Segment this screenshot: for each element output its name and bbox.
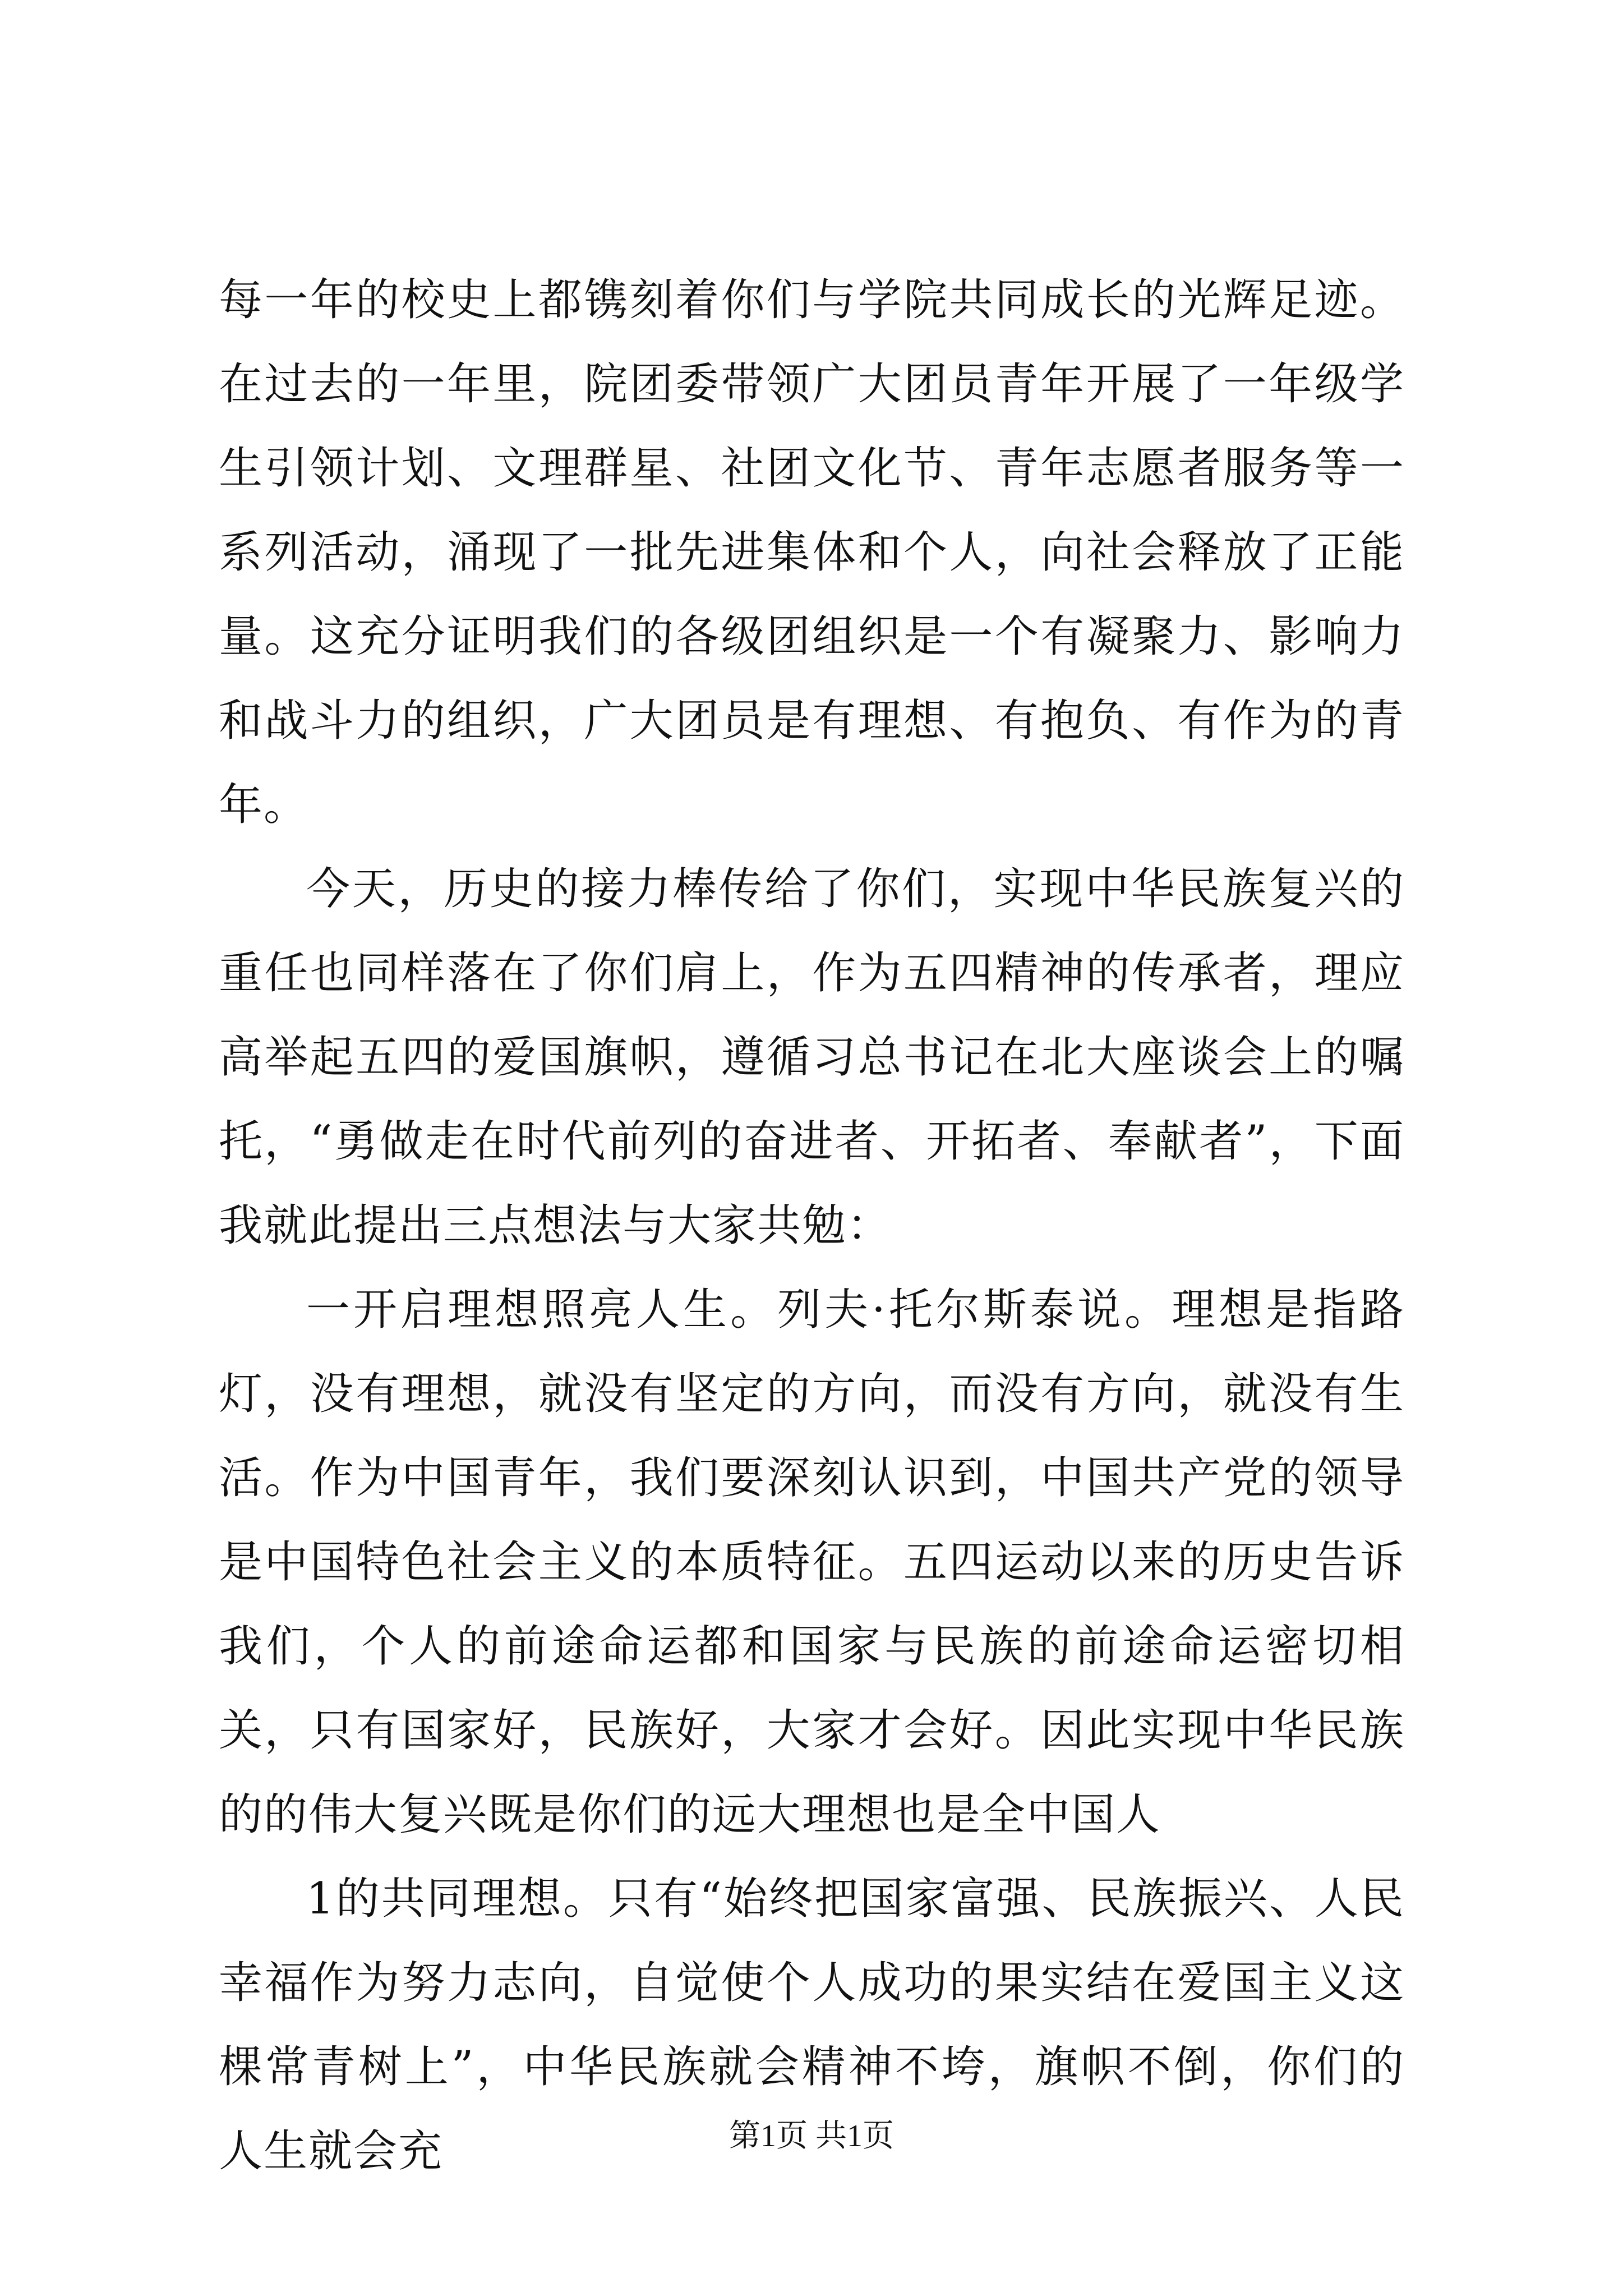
paragraph-2: 今天，历史的接力棒传给了你们，实现中华民族复兴的重任也同样落在了你们肩上，作为五四精神的传承者，理应高举起五四的爱国旗帜，遵循习总书记在北大座谈会上的嘱托，“勇做走在时代前列的奋进者、开拓者、奉献者”，下面我就此提出三点想法与大家共勉： bbox=[219, 864, 1405, 1251]
paragraph-4: 1的共同理想。只有“始终把国家富强、民族振兴、人民幸福作为努力志向，自觉使个人成功的果实结在爱国主义这棵常青树上”，中华民族就会精神不垮，旗帜不倒，你们的人生就会充 bbox=[219, 1874, 1405, 2177]
paragraph-3: 一开启理想照亮人生。列夫·托尔斯泰说。理想是指路灯，没有理想，就没有坚定的方向，而没有方向，就没有生活。作为中国青年，我们要深刻认识到，中国共产党的领导是中国特色社会主义的本质特征。五四运动以来的历史告诉我们，个人的前途命运都和国家与民族的前途命运密切相关，只有国家好，民族好，大家才会好。因此实现中华民族的的伟大复兴既是你们的远大理想也是全中国人 bbox=[219, 1285, 1405, 1840]
page-number-label: 第1页 共1页 bbox=[729, 2119, 894, 2154]
page-footer bbox=[0, 2114, 1623, 2159]
document-body bbox=[219, 258, 1405, 2193]
paragraph-1: 每一年的校史上都镌刻着你们与学院共同成长的光辉足迹。在过去的一年里，院团委带领广大团员青年开展了一年级学生引领计划、文理群星、社团文化节、青年志愿者服务等一系列活动，涌现了一批先进集体和个人，向社会释放了正能量。这充分证明我们的各级团组织是一个有凝聚力、影响力和战斗力的组织，广大团员是有理想、有抱负、有作为的青年。 bbox=[219, 275, 1405, 830]
